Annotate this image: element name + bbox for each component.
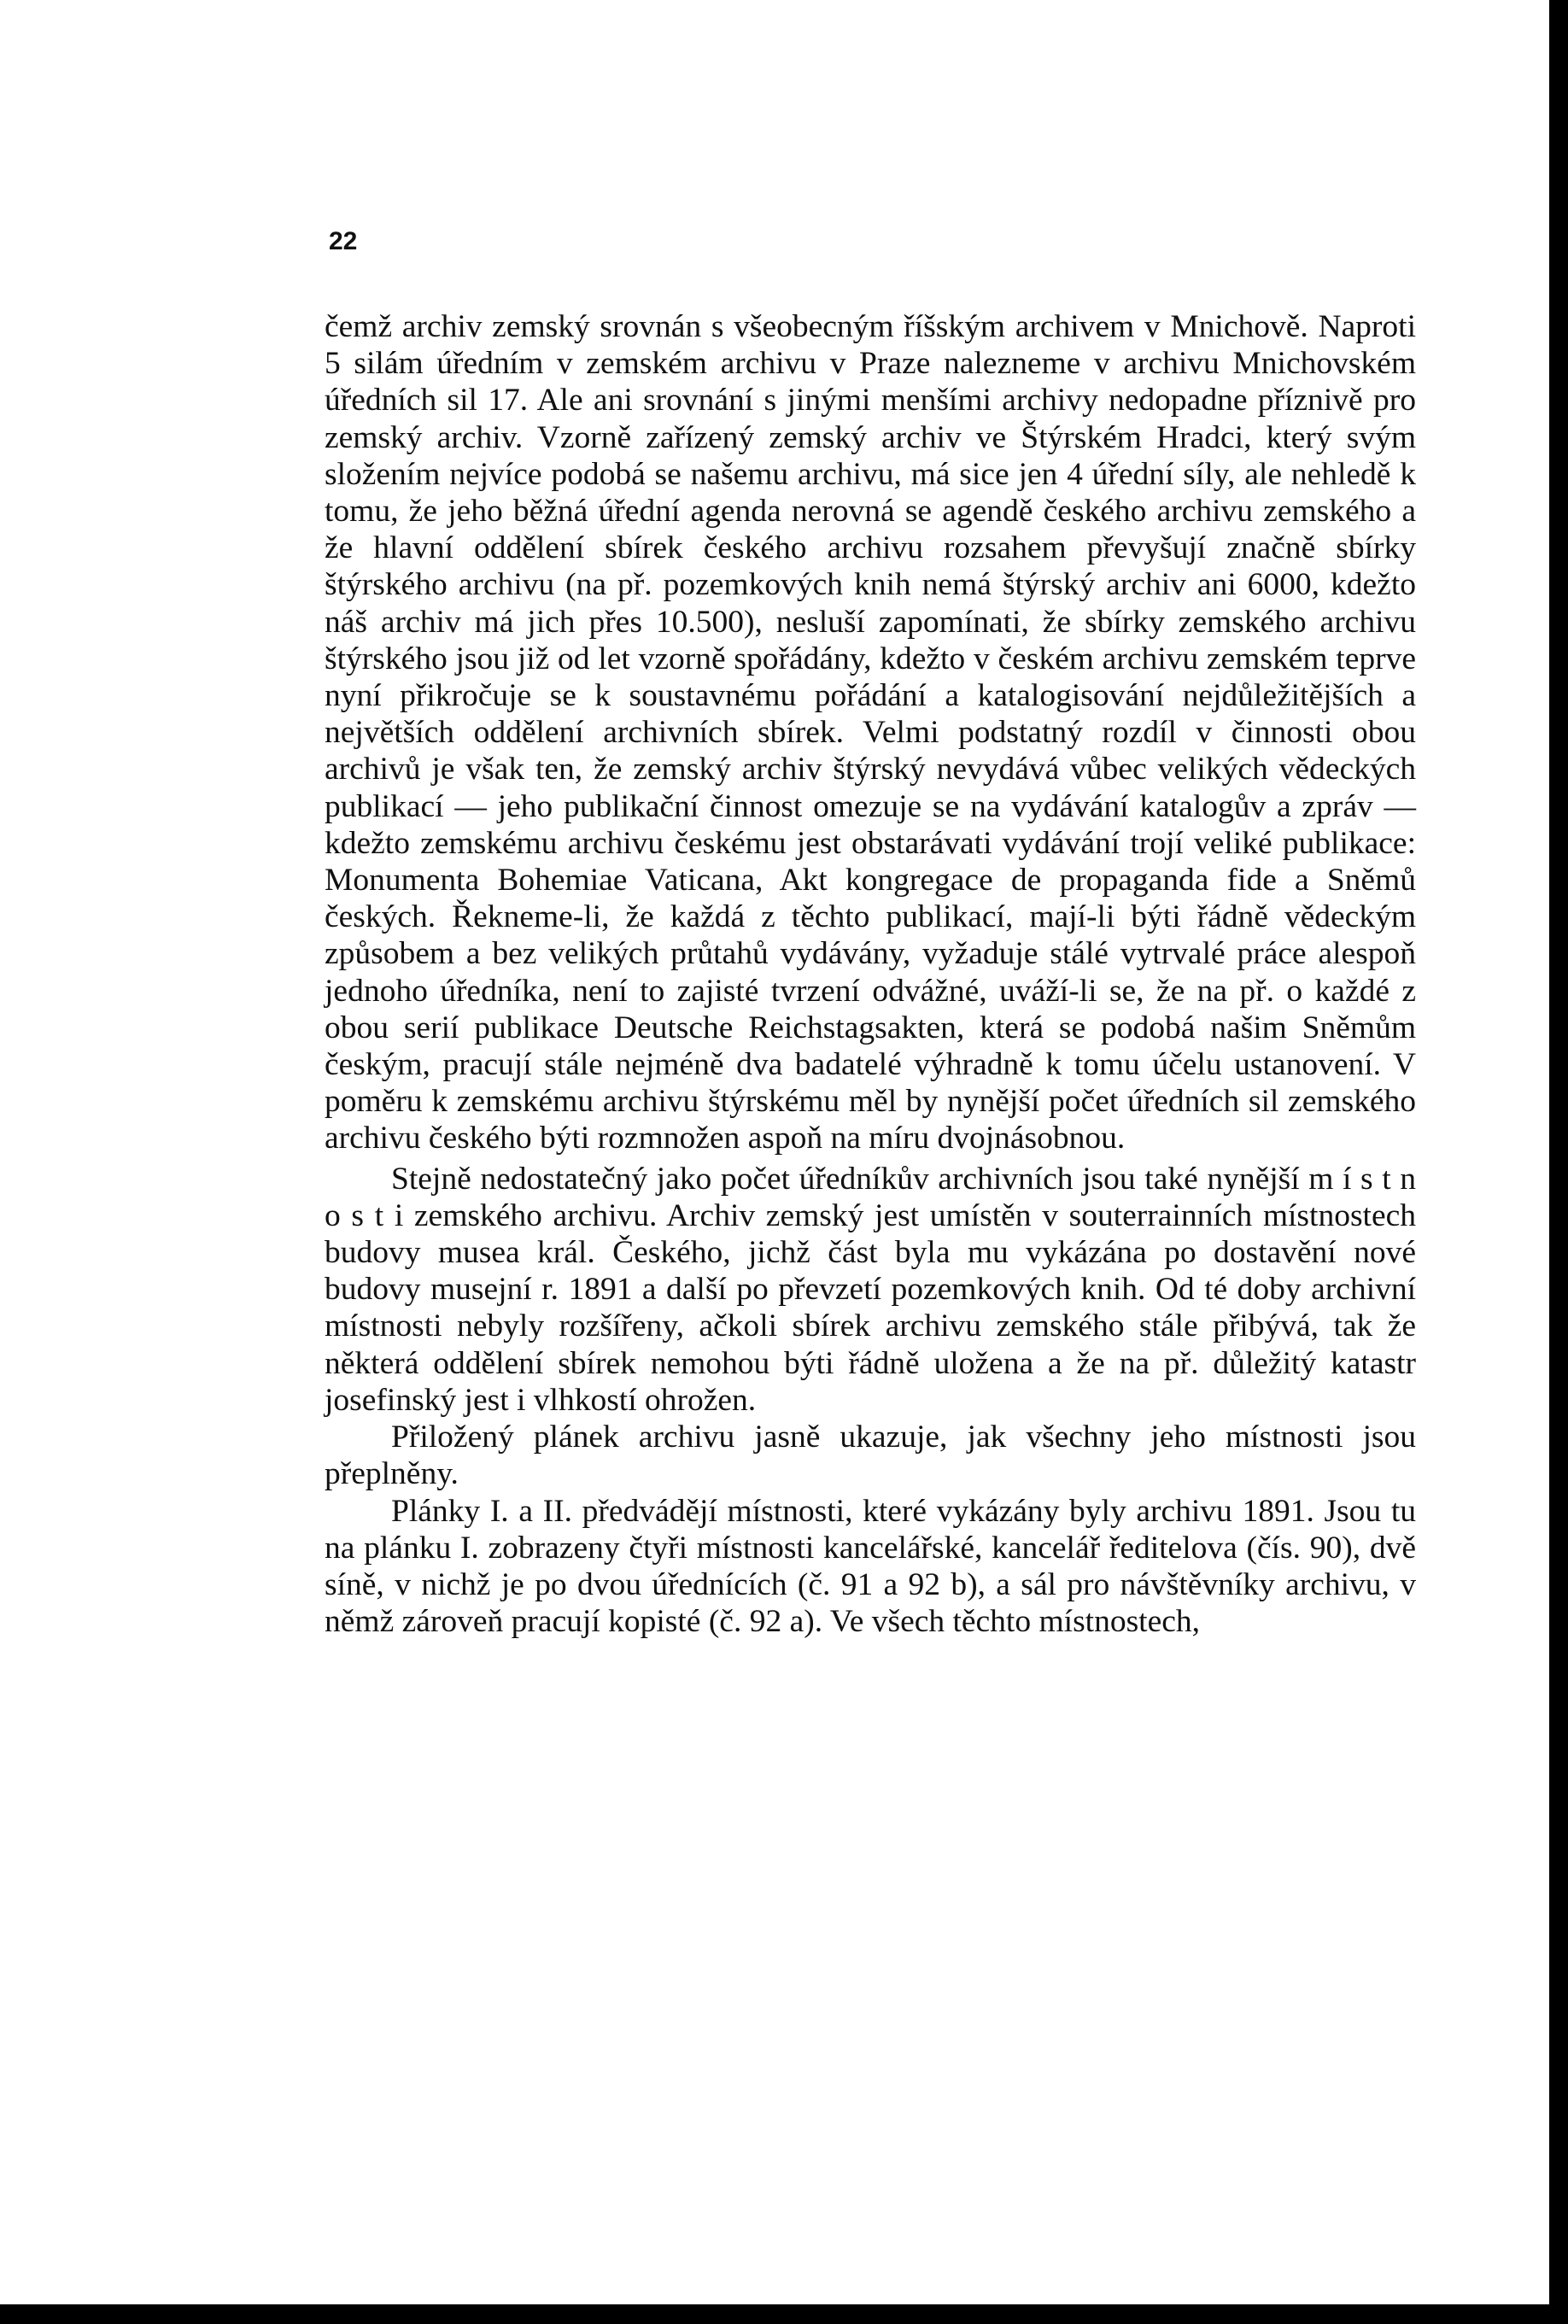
paragraph-4: Plánky I. a II. předvádějí místnosti, které vykázány byly archivu 1891. Jsou tu na plánku I. zobrazeny čtyři místnosti kancelářské, kancelář ředitelova (čís. 90), dvě síně, v nichž je po dvou úřednících (č. 91 a 92 b), a sál pro návštěvníky archivu, v němž zároveň pracují kopisté (č. 92 a). Ve všech těchto místnostech,: [325, 1493, 1416, 1640]
body-text: [325, 308, 1416, 1640]
paragraph-3: Přiložený plánek archivu jasně ukazuje, jak všechny jeho místnosti jsou přeplněny.: [325, 1420, 1416, 1492]
page-number: 22: [329, 227, 358, 255]
paragraph-1: čemž archiv zemský srovnán s všeobecným říšským archivem v Mnichově. Naproti 5 silám úředním v zemském archivu v Praze nalezneme v archivu Mnichovském úředních sil 17. Ale ani srovnání s jinými menšími archivy nedopadne příznivě pro zemský archiv. Vzorně zařízený zemský archiv ve Štýrském Hradci, který svým složením nejvíce podobá se našemu archivu, má sice jen 4 úřední síly, ale nehledě k tomu, že jeho běžná úřední agenda nerovná se agendě českého archivu zemského a že hlavní oddělení sbírek českého archivu rozsahem převyšují značně sbírky štýrského archivu (na př. pozemkových knih nemá štýrský archiv ani 6000, kdežto náš archiv má jich přes 10.500), nesluší zapomínati, že sbírky zemského archivu štýrského jsou již od let vzorně spořádány, kdežto v českém archivu zemském teprve nyní přikročuje se k soustavnému pořádání a katalogisování nejdůležitějších a největších oddělení archivních sbírek. Velmi podstatný rozdíl v činnosti obou archivů je však ten, že zemský archiv štýrský nevydává vůbec velikých vědeckých publikací — jeho publikační činnost omezuje se na vydávání katalogův a zpráv — kdežto zemskému archivu českému jest obstarávati vydávání trojí veliké publikace: Monumenta Bohemiae Vaticana, Akt kongregace de propaganda fide a Sněmů českých. Řekneme-li, že každá z těchto publikací, mají-li býti řádně vědeckým způsobem a bez velikých průtahů vydávány, vyžaduje stálé vytrvalé práce alespoň jednoho úředníka, není to zajisté tvrzení odvážné, uváží-li se, že na př. o každé z obou serií publikace Deutsche Reichstagsakten, která se podobá našim Sněmům českým, pracují stále nejméně dva badatelé výhradně k tomu účelu ustanovení. V poměru k zemskému archivu štýrskému měl by nynější počet úředních sil zemského archivu českého býti rozmnožen aspoň na míru dvojnásobnou.: [325, 309, 1416, 1156]
paragraph-2: Stejně nedostatečný jako počet úředníkův archivních jsou také nynější m í s t n o s t i zemského archivu. Archiv zemský jest umístěn v souterrainních místnostech budovy musea král. Českého, jichž část byla mu vykázána po dostavění nové budovy musejní r. 1891 a další po převzetí pozemkových knih. Od té doby archivní místnosti nebyly rozšířeny, ačkoli sbírek archivu zemského stále přibývá, tak že některá oddělení sbírek nemohou býti řádně uložena a že na př. důležitý katastr josefinský jest i vlhkostí ohrožen.: [325, 1161, 1416, 1418]
